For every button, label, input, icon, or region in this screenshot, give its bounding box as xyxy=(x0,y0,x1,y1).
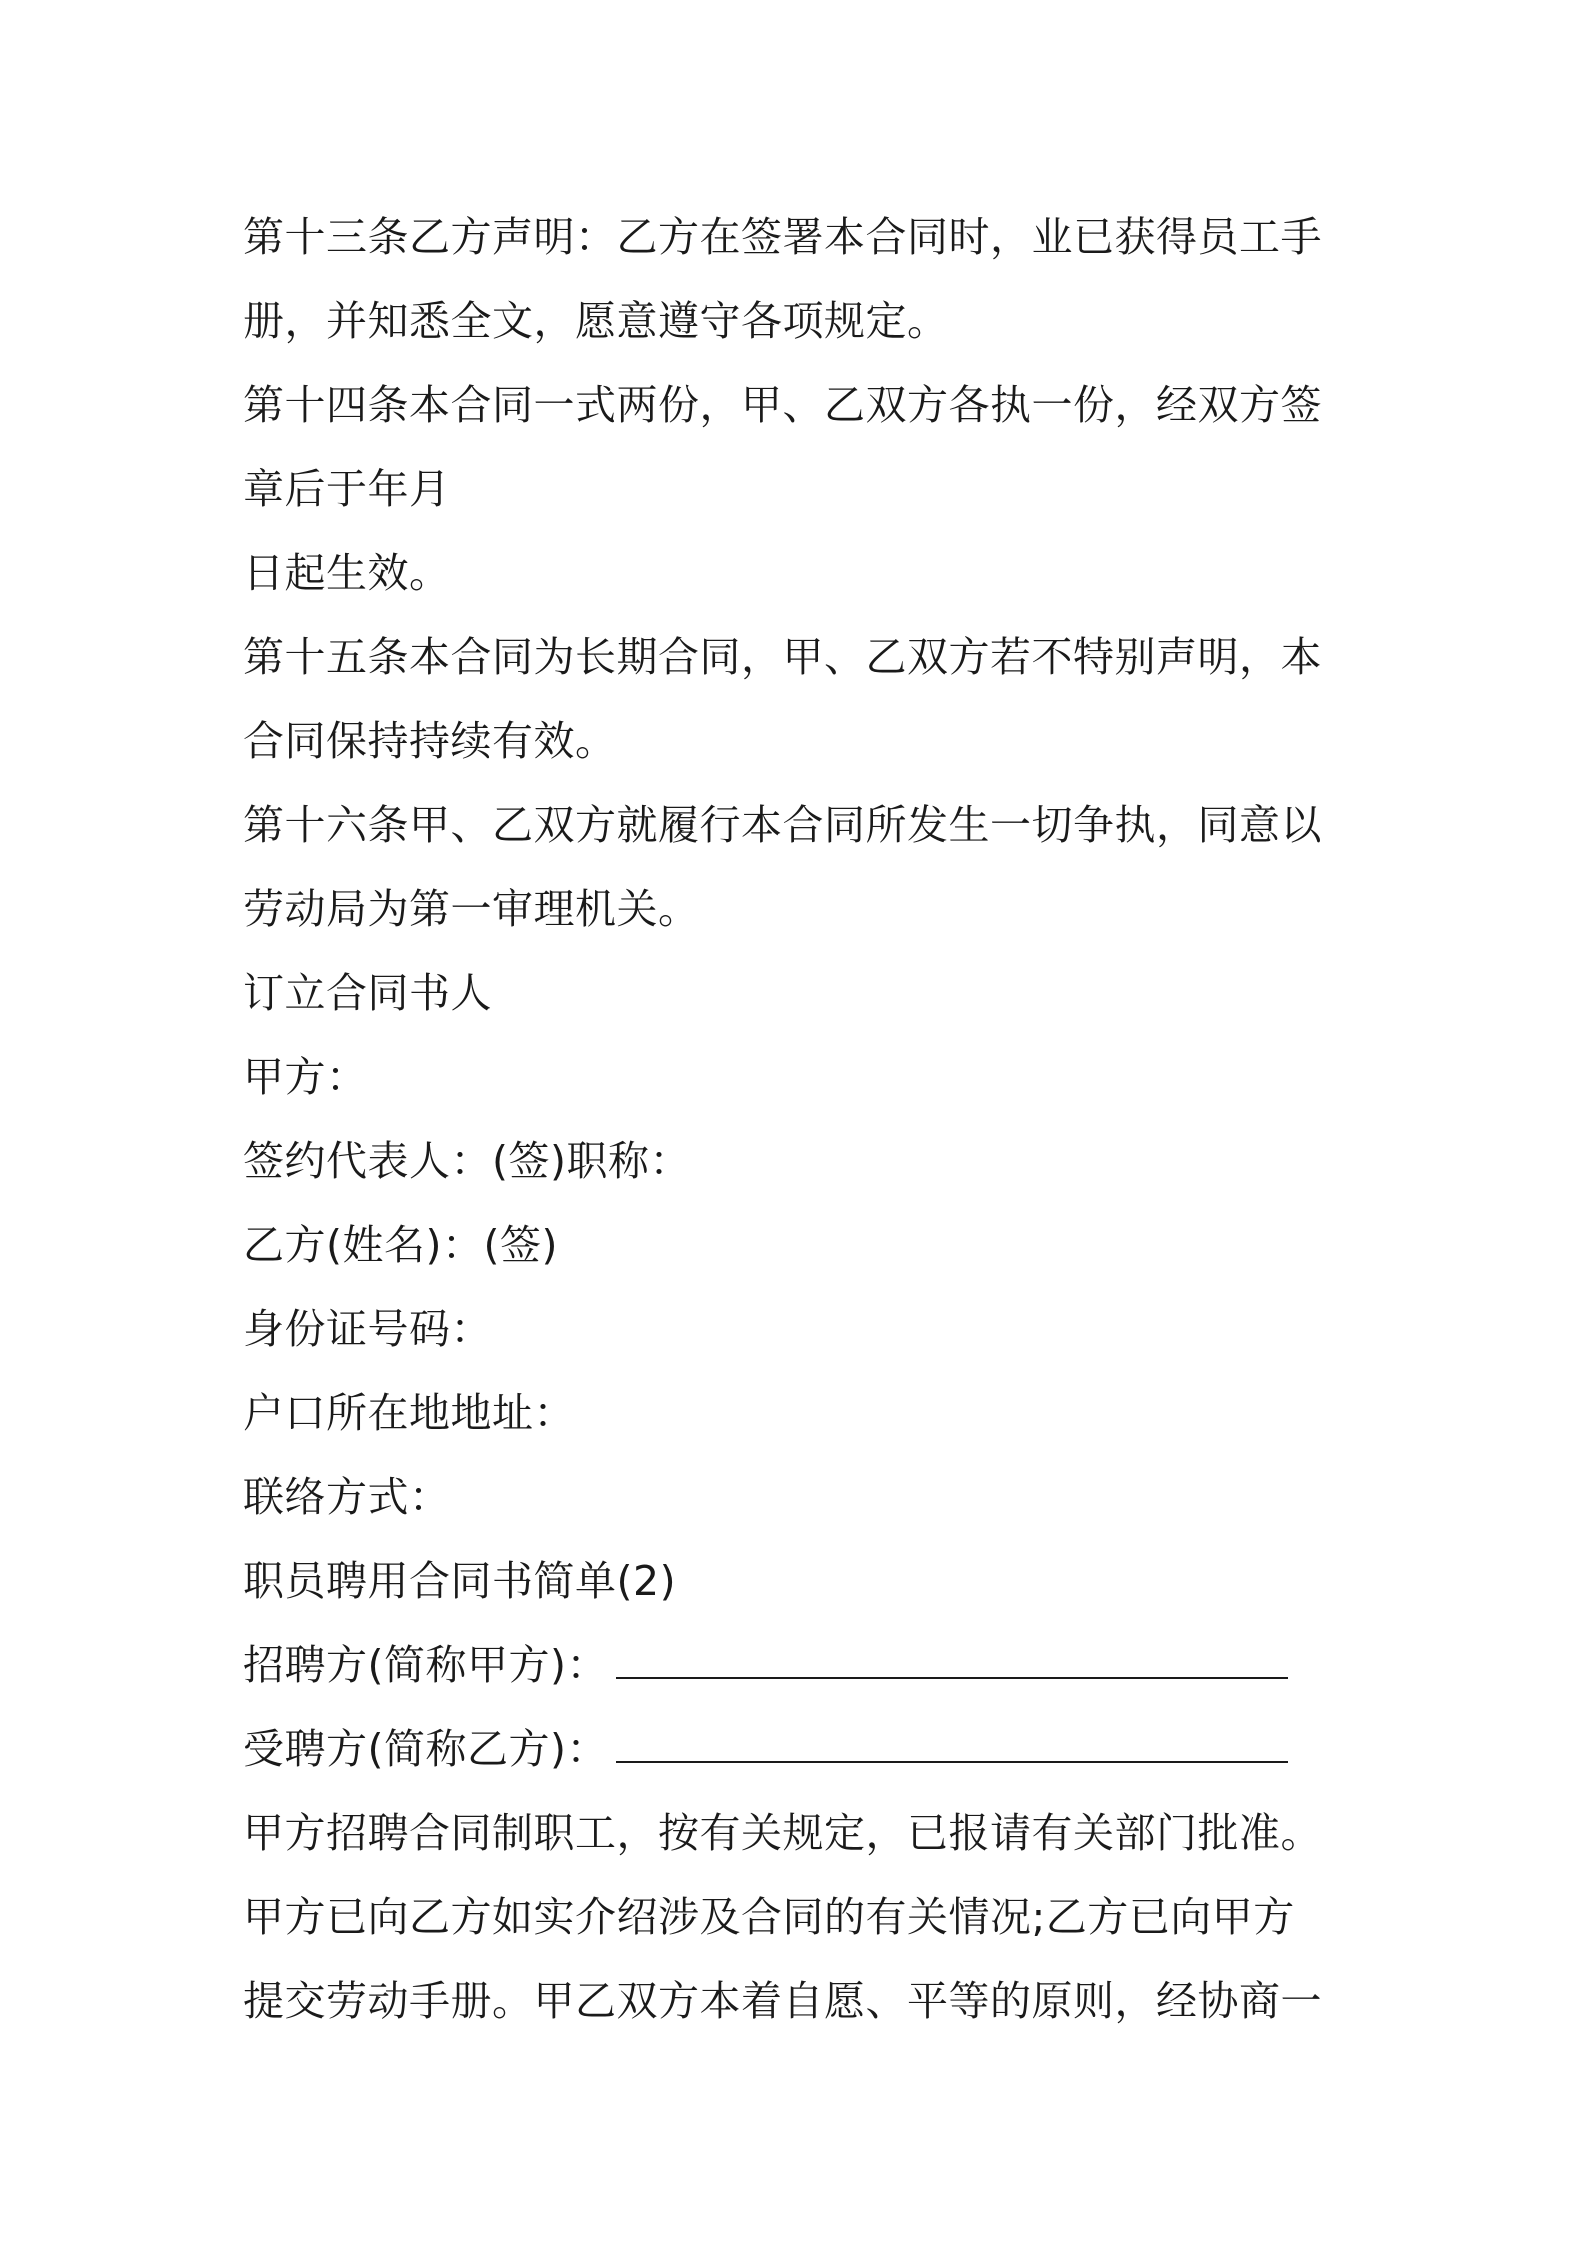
employee-blank-line xyxy=(616,1727,1288,1763)
clause-13-line-2: 册，并知悉全文，愿意遵守各项规定。 xyxy=(243,297,949,345)
signatories-heading: 订立合同书人 xyxy=(243,969,492,1017)
party-b-name-label: 乙方(姓名)：(签) xyxy=(243,1221,558,1269)
contact-label: 联络方式： xyxy=(243,1473,451,1521)
clause-14-line-3: 日起生效。 xyxy=(243,549,451,597)
recruiter-field xyxy=(243,1623,1363,1707)
employee-label: 受聘方(简称乙方)： xyxy=(243,1725,608,1773)
household-address-label: 户口所在地地址： xyxy=(243,1389,575,1437)
clause-13-line-1: 第十三条乙方声明：乙方在签署本合同时，业已获得员工手 xyxy=(243,213,1322,261)
recruiter-blank-line xyxy=(616,1643,1288,1679)
clause-14-line-1: 第十四条本合同一式两份，甲、乙双方各执一份，经双方签 xyxy=(243,381,1322,429)
contract-title: 职员聘用合同书简单(2) xyxy=(243,1557,677,1605)
clause-16-line-1: 第十六条甲、乙双方就履行本合同所发生一切争执，同意以 xyxy=(243,801,1322,849)
recruiter-label: 招聘方(简称甲方)： xyxy=(243,1641,608,1689)
body-line-1: 甲方招聘合同制职工，按有关规定，已报请有关部门批准。 xyxy=(243,1809,1322,1857)
employee-field xyxy=(243,1707,1363,1791)
clause-14-line-2: 章后于年月 xyxy=(243,465,451,513)
party-a-label: 甲方： xyxy=(243,1053,368,1101)
body-line-2: 甲方已向乙方如实介绍涉及合同的有关情况;乙方已向甲方 xyxy=(243,1893,1295,1941)
representative-label: 签约代表人：(签)职称： xyxy=(243,1137,691,1185)
clause-15-line-1: 第十五条本合同为长期合同，甲、乙双方若不特别声明，本 xyxy=(243,633,1322,681)
document-body xyxy=(243,195,1363,2043)
body-line-3: 提交劳动手册。甲乙双方本着自愿、平等的原则，经协商一 xyxy=(243,1977,1322,2025)
clause-15-line-2: 合同保持持续有效。 xyxy=(243,717,617,765)
id-number-label: 身份证号码： xyxy=(243,1305,492,1353)
clause-16-line-2: 劳动局为第一审理机关。 xyxy=(243,885,700,933)
